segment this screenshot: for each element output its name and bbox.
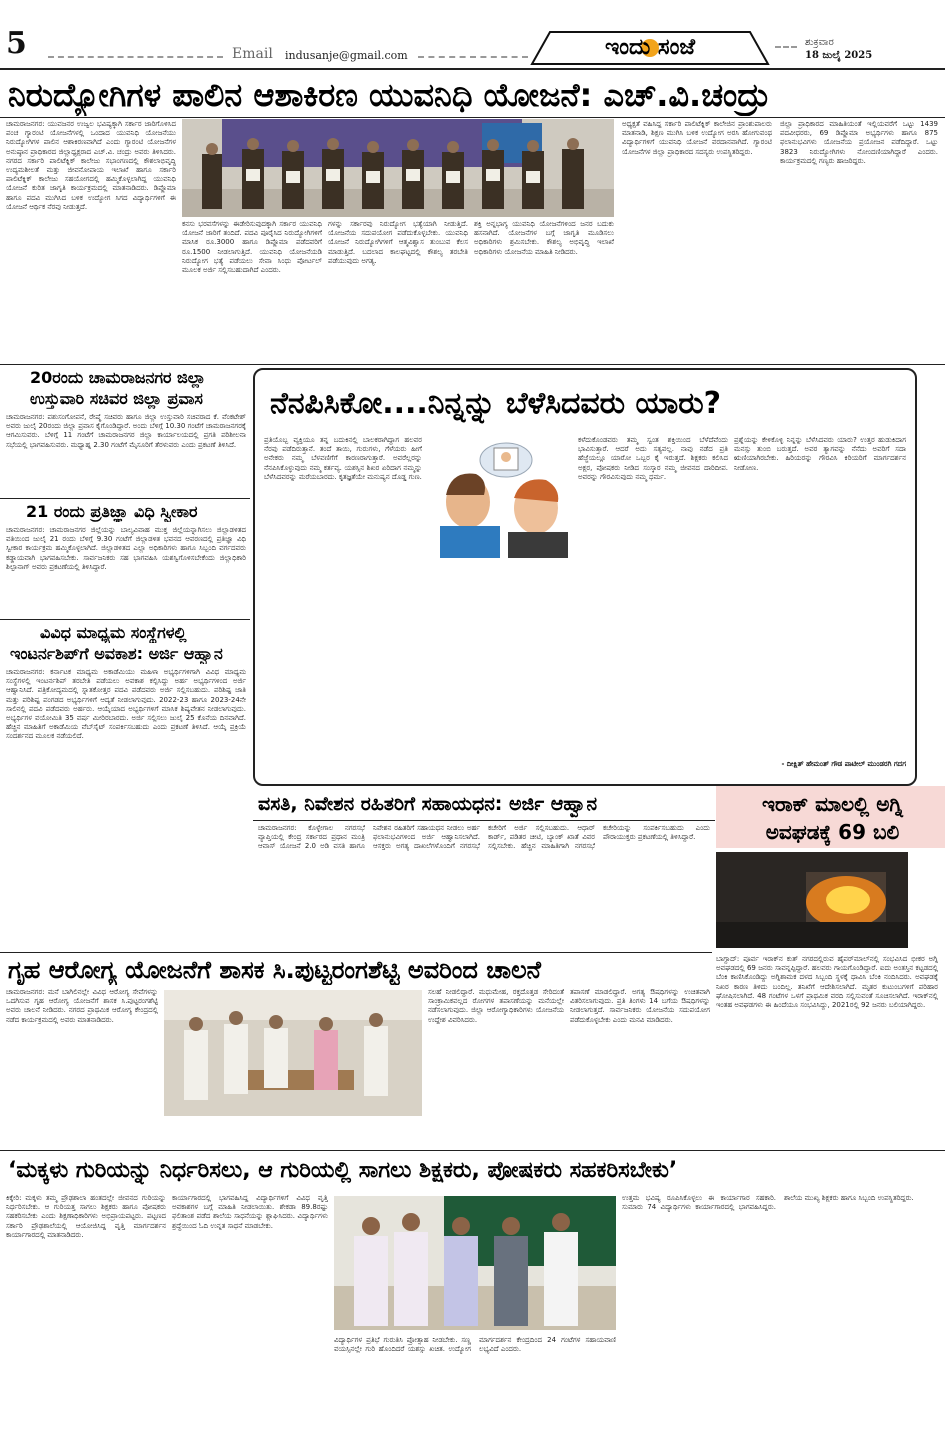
a4-body: ಚಾಮರಾಜನಗರ: ಕರ್ನಾಟಕ ಮಾಧ್ಯಮ ಅಕಾಡೆಮಿಯು ಮಹಿಳಾ ಅಭ್ಯರ್ಥಿಗಳಿಗಾಗಿ ವಿವಿಧ ಮಾಧ್ಯಮ ಸಂಸ್ಥೆಗಳಲ್ಲಿ ಇಂಟರ್ನಶಿಪ್ ತರಬೇತಿ ಪಡೆಯಲು ಅವಕಾಶ ಕಲ್ಪಿಸಿದ್ದು ಅರ್ಹ ಅಭ್ಯರ್ಥಿಗಳಿಂದ ಅರ್ಜಿ ಆಹ್ವಾನಿಸಿದೆ. ಪತ್ರಿಕೋದ್ಯಮದಲ್ಲಿ ಸ್ನಾತಕೋತ್ತರ ಪದವಿ ಪಡೆದವರು ಅರ್ಜಿ ಸಲ್ಲಿಸಬಹುದು. ಪರಿಶಿಷ್ಟ ಜಾತಿ ಮತ್ತು ಪರಿಶಿಷ್ಟ ಪಂಗಡದ ಅಭ್ಯರ್ಥಿಗಳಿಗೆ ಆದ್ಯತೆ ನೀಡಲಾಗುವುದು. 2022-23 ಹಾಗೂ 2023-24ನೇ ಸಾಲಿನಲ್ಲಿ ಪದವಿ ಪಡೆದವರು ಅರ್ಹರು. ಆಯ್ಕೆಯಾದ ಅಭ್ಯರ್ಥಿಗಳಿಗೆ ಮಾಸಿಕ ಶಿಷ್ಯವೇತನ ನೀಡಲಾಗುವುದು. ಅಭ್ಯರ್ಥಿಗಳ ವಯೋಮಿತಿ 35 ವರ್ಷ ಮೀರಿರಬಾರದು. ಅರ್ಜಿ ಸಲ್ಲಿಸಲು ಜುಲೈ 25 ಕೊನೆಯ ದಿನವಾಗಿದೆ. ಹೆಚ್ಚಿನ ಮಾಹಿತಿಗೆ ಅಕಾಡೆಮಿಯ ವೆಬ್‌ಸೈಟ್ ಸಂಪರ್ಕಿಸಬಹುದು ಎಂದು ಪ್ರಕಟಣೆ ತಿಳಿಸಿದೆ. ಆಯ್ಕೆ ಪ್ರಕ್ರಿಯೆ ಸಂದರ್ಶನದ ಮೂಲಕ ನಡೆಯಲಿದೆ. (6, 668, 246, 741)
a2-headline-line1: 20ರಂದು ಚಾಮರಾಜನಗರ ಜಿಲ್ಲಾ (30, 368, 206, 387)
a1-col1: ಚಾಮರಾಜನಗರ: ಯುವಜನರ ಉಜ್ವಲ ಭವಿಷ್ಯಕ್ಕಾಗಿ ಸರ್ಕಾರ ಜಾರಿಗೊಳಿಸಿದ ಪಂಚ ಗ್ಯಾರಂಟಿ ಯೋಜನೆಗಳಲ್ಲಿ ಒಂದಾದ ಯುವನಿಧಿ ಯೋಜನೆಯು ನಿರುದ್ಯೋಗಿಗಳ ಪಾಲಿನ ಆಶಾಕಿರಣವಾಗಿದೆ ಎಂದು ಗ್ಯಾರಂಟಿ ಯೋಜನೆಗಳ ಅನುಷ್ಠಾನ ಪ್ರಾಧಿಕಾರದ ಜಿಲ್ಲಾಧ್ಯಕ್ಷರಾದ ಎಚ್.ವಿ. ಚಂದ್ರು ಅವರು ತಿಳಿಸಿದರು. ನಗರದ ಸರ್ಕಾರಿ ಪಾಲಿಟೆಕ್ನಿಕ್ ಕಾಲೇಜು ಸಭಾಂಗಣದಲ್ಲಿ ಕೌಶಲಾಭಿವೃದ್ಧಿ ಉದ್ಯಮಶೀಲತೆ ಮತ್ತು ಜೀವನೋಪಾಯ ಇಲಾಖೆ ಹಾಗೂ ಸರ್ಕಾರಿ ಪಾಲಿಟೆಕ್ನಿಕ್ ಕಾಲೇಜು ಸಹಯೋಗದಲ್ಲಿ ಹಮ್ಮಿಕೊಳ್ಳಲಾಗಿದ್ದ ಯುವನಿಧಿ ಯೋಜನೆ ಕುರಿತ ಜಾಗೃತಿ ಕಾರ್ಯಕ್ರಮದಲ್ಲಿ ಮಾತನಾಡಿದರು. ಡಿಪ್ಲೊಮಾ ಹಾಗೂ ಪದವಿ ಮುಗಿಸಿದ ಬಳಿಕ ಉದ್ಯೋಗ ಸಿಗದ ವಿದ್ಯಾರ್ಥಿಗಳಿಗೆ ಈ ಯೋಜನೆ ಆರ್ಥಿಕ ನೆರವು ನೀಡುತ್ತದೆ. (6, 120, 176, 211)
masthead-dashes-right (418, 56, 528, 58)
a8-photo (164, 990, 422, 1116)
a1-rule (0, 117, 945, 118)
issue-date (805, 36, 872, 62)
masthead-dashes-far (775, 46, 797, 48)
a3-body: ಚಾಮರಾಜನಗರ: ಚಾಮರಾಜನಗರ ಜಿಲ್ಲೆಯನ್ನು ಬಾಲ್ಯವಿವಾಹ ಮುಕ್ತ ಜಿಲ್ಲೆಯನ್ನಾಗಿಸಲು ಜಿಲ್ಲಾಡಳಿತದ ವತಿಯಿಂದ ಜುಲೈ 21 ರಂದು ಬೆಳಿಗ್ಗೆ 9.30 ಗಂಟೆಗೆ ಜಿಲ್ಲಾಡಳಿತ ಭವನದ ಆವರಣದಲ್ಲಿ ಪ್ರತಿಜ್ಞಾ ವಿಧಿ ಸ್ವೀಕಾರ ಕಾರ್ಯಕ್ರಮ ಹಮ್ಮಿಕೊಳ್ಳಲಾಗಿದೆ. ಜಿಲ್ಲಾಡಳಿತದ ಎಲ್ಲಾ ಅಧಿಕಾರಿಗಳು ಹಾಗೂ ಸಿಬ್ಬಂದಿ ವರ್ಗದವರು ಕಡ್ಡಾಯವಾಗಿ ಭಾಗವಹಿಸಬೇಕು. ಸಾರ್ವಜನಿಕರು ಸಹ ಭಾಗವಹಿಸಿ ಯಶಸ್ವಿಗೊಳಿಸಬೇಕೆಂದು ಜಿಲ್ಲಾಧಿಕಾರಿ ಶಿಲ್ಪಾನಾಗ್ ಅವರು ಪ್ರಕಟಣೆಯಲ್ಲಿ ತಿಳಿಸಿದ್ದಾರೆ. (6, 526, 246, 571)
logo-text: ಇಂದು ಸಂಜೆ (604, 35, 695, 60)
a9-school-event-icon (334, 1196, 616, 1330)
a3-headline: 21 ರಂದು ಪ್ರತಿಜ್ಞಾ ವಿಧಿ ಸ್ವೀಕಾರ (26, 502, 198, 521)
a5-headline: ನೆನಪಿಸಿಕೋ....ನಿನ್ನನ್ನು ಬೆಳೆಸಿದವರು ಯಾರು? (270, 386, 722, 421)
a5-col2: ಕಳೆದುಕೊಂಡವರು ತಮ್ಮ ಸ್ವಂತ ಶಕ್ತಿಯಿಂದ ಬೆಳೆದೆವೆಂದು ಭಾವಿಸುತ್ತಾರೆ. ಆದರೆ ಅದು ಸತ್ಯವಲ್ಲ. ನಾವು ನಡೆದ ಪ್ರತಿ ಹೆಜ್ಜೆಯಲ್ಲೂ ಯಾರೋ ಒಬ್ಬರ ಕೈ ಇರುತ್ತದೆ. ಶಿಕ್ಷಕರು ಕಲಿಸಿದ ಅಕ್ಷರ, ಪೋಷಕರು ನೀಡಿದ ಸಂಸ್ಕಾರ ನಮ್ಮ ಜೀವನದ ದಾರಿದೀಪ. ಅವರನ್ನು ಗೌರವಿಸುವುದು ನಮ್ಮ ಧರ್ಮ. (578, 436, 728, 481)
a9-headline: ‘ಮಕ್ಕಳು ಗುರಿಯನ್ನು ನಿರ್ಧರಿಸಲು, ಆ ಗುರಿಯಲ್ಲಿ ಸಾಗಲು ಶಿಕ್ಷಕರು, ಪೋಷಕರು ಸಹಕರಿಸಬೇಕು’ (8, 1158, 678, 1183)
a7-fire-icon (716, 852, 908, 948)
a9-col2: ಕಾರ್ಯಾಗಾರದಲ್ಲಿ ಭಾಗವಹಿಸಿದ್ದ ವಿದ್ಯಾರ್ಥಿಗಳಿಗೆ ವಿವಿಧ ವೃತ್ತಿ ಅವಕಾಶಗಳ ಬಗ್ಗೆ ಮಾಹಿತಿ ನೀಡಲಾಯಿತು. ಶೇಕಡಾ 89.8ರಷ್ಟು ಫಲಿತಾಂಶ ಪಡೆದ ಶಾಲೆಯ ಸಾಧನೆಯನ್ನು ಶ್ಲಾಘಿಸಿದರು. ವಿದ್ಯಾರ್ಥಿಗಳು ಶ್ರದ್ಧೆಯಿಂದ ಓದಿ ಉನ್ನತ ಸಾಧನೆ ಮಾಡಬೇಕು. (172, 1194, 328, 1230)
a6-rule (253, 820, 715, 821)
page-number: 5 (6, 26, 27, 61)
a5-byline: - ದೀಕ್ಷಿತ್ ಹೇಮಂತ್ ಗೌಡ ಪಾಟೀಲ್ ಮುಂಡರಗಿ ಗದಗ (781, 760, 906, 768)
a6-headline: ವಸತಿ, ನಿವೇಶನ ರಹಿತರಿಗೆ ಸಹಾಯಧನ: ಅರ್ಜಿ ಆಹ್ವಾನ (258, 793, 598, 815)
a5-illustration (426, 440, 576, 558)
a8-headline: ಗೃಹ ಆರೋಗ್ಯ ಯೋಜನೆಗೆ ಶಾಸಕ ಸಿ.ಪುಟ್ಟರಂಗಶೆಟ್ಟಿ ಅವರಿಂದ ಚಾಲನೆ (8, 956, 541, 984)
a4-headline-line1: ವಿವಿಧ ಮಾಧ್ಯಮ ಸಂಸ್ಥೆಗಳಲ್ಲಿ (40, 623, 187, 642)
issue-date-value: 18 ಜುಲೈ 2025 (805, 50, 873, 61)
a1-photo-scene-icon (182, 119, 614, 217)
a4-headline-line2: ಇಂಟರ್ನಶಿಪ್‌ಗೆ ಅವಕಾಶ: ಅರ್ಜಿ ಆಹ್ವಾನ (10, 644, 223, 663)
a5-two-people-icon (426, 440, 576, 558)
a1-col3: ಗಳನ್ನು ಸರ್ಕಾರವು ನಿರುದ್ಯೋಗ ಭತ್ಯೆಯಾಗಿ ನೀಡುತ್ತಿದೆ. ಯೋಜನೆಯ ಸದುಪಯೋಗ ಪಡೆದುಕೊಳ್ಳಬೇಕು. ಯುವನಿಧಿ ಯೋಜನೆ ನಿರುದ್ಯೋಗಿಗಳಿಗೆ ಆತ್ಮವಿಶ್ವಾಸ ತುಂಬುವ ಕೆಲಸ ಮಾಡುತ್ತಿದೆ. ಬದಲಾದ ಕಾಲಘಟ್ಟದಲ್ಲಿ ಕೌಶಲ್ಯ ತರಬೇತಿ ಪಡೆಯುವುದು ಅಗತ್ಯ. (328, 220, 468, 265)
a2-body: ಚಾಮರಾಜನಗರ: ಪಶುಸಂಗೋಪನೆ, ರೇಷ್ಮೆ ಸಚಿವರು ಹಾಗೂ ಜಿಲ್ಲಾ ಉಸ್ತುವಾರಿ ಸಚಿವರಾದ ಕೆ. ವೆಂಕಟೇಶ್ ಅವರು ಜುಲೈ 20ರಂದು ಜಿಲ್ಲಾ ಪ್ರವಾಸ ಕೈಗೊಂಡಿದ್ದಾರೆ. ಅಂದು ಬೆಳಿಗ್ಗೆ 10.30 ಗಂಟೆಗೆ ಚಾಮರಾಜನಗರಕ್ಕೆ ಆಗಮಿಸುವರು. ಬೆಳಿಗ್ಗೆ 11 ಗಂಟೆಗೆ ಚಾಮರಾಜನಗರ ಜಿಲ್ಲಾ ಕಾರ್ಯಾಲಯದಲ್ಲಿ ಪ್ರಗತಿ ಪರಿಶೀಲನಾ ಸಭೆಯಲ್ಲಿ ಭಾಗವಹಿಸುವರು. ಮಧ್ಯಾಹ್ನ 2.30 ಗಂಟೆಗೆ ಮೈಸೂರಿಗೆ ತೆರಳುವರು ಎಂದು ಪ್ರಕಟಣೆ ತಿಳಿಸಿದೆ. (6, 413, 246, 449)
a1-col6: ಜಿಲ್ಲಾ ಪ್ರಾಧಿಕಾರದ ಮಾಹಿತಿಯಂತೆ ಇಲ್ಲಿಯವರೆಗೆ ಒಟ್ಟು 1439 ಪದವೀಧರರು, 69 ಡಿಪ್ಲೊಮಾ ಅಭ್ಯರ್ಥಿಗಳು ಹಾಗೂ 875 ಫಲಾನುಭವಿಗಳು ಯೋಜನೆಯ ಪ್ರಯೋಜನ ಪಡೆದಿದ್ದಾರೆ. ಒಟ್ಟು 3823 ನಿರುದ್ಯೋಗಿಗಳು ನೋಂದಣಿಯಾಗಿದ್ದಾರೆ ಎಂದರು. ಕಾರ್ಯಕ್ರಮದಲ್ಲಿ ಗಣ್ಯರು ಹಾಜರಿದ್ದರು. (780, 120, 938, 165)
a3-rule (0, 619, 250, 620)
a8-col1: ಚಾಮರಾಜನಗರ: ಮನೆ ಬಾಗಿಲಿನಲ್ಲೇ ವಿವಿಧ ಆರೋಗ್ಯ ಸೇವೆಗಳನ್ನು ಒದಗಿಸುವ ಗೃಹ ಆರೋಗ್ಯ ಯೋಜನೆಗೆ ಶಾಸಕ ಸಿ.ಪುಟ್ಟರಂಗಶೆಟ್ಟಿ ಅವರು ಚಾಲನೆ ನೀಡಿದರು. ನಗರದ ಪ್ರಾಥಮಿಕ ಆರೋಗ್ಯ ಕೇಂದ್ರದಲ್ಲಿ ನಡೆದ ಕಾರ್ಯಕ್ರಮದಲ್ಲಿ ಅವರು ಮಾತನಾಡಿದರು. (6, 988, 158, 1024)
a1-col4: ಶಕ್ತಿ ಅನ್ನಭಾಗ್ಯ ಯುವನಿಧಿ ಯೋಜನೆಗಳಿಂದ ಜನರ ಬದುಕು ಹಸನಾಗಿದೆ. ಯೋಜನೆಗಳ ಬಗ್ಗೆ ಜಾಗೃತಿ ಮೂಡಿಸಲು ಅಧಿಕಾರಿಗಳು ಶ್ರಮಿಸಬೇಕು. ಕೌಶಲ್ಯ ಅಭಿವೃದ್ಧಿ ಇಲಾಖೆ ಅಧಿಕಾರಿಗಳು ಯೋಜನೆಯ ಮಾಹಿತಿ ನೀಡಿದರು. (474, 220, 614, 256)
a9-col1: ಕಿಕ್ಕೇರಿ: ಮಕ್ಕಳು ತಮ್ಮ ಪ್ರೌಢಶಾಲಾ ಹಂತದಲ್ಲೇ ಜೀವನದ ಗುರಿಯನ್ನು ನಿರ್ಧರಿಸಬೇಕು. ಆ ಗುರಿಯತ್ತ ಸಾಗಲು ಶಿಕ್ಷಕರು ಹಾಗೂ ಪೋಷಕರು ಸಹಕರಿಸಬೇಕು ಎಂದು ಶಿಕ್ಷಣಾಧಿಕಾರಿಗಳು ಅಭಿಪ್ರಾಯಪಟ್ಟರು. ಪಟ್ಟಣದ ಸರ್ಕಾರಿ ಪ್ರೌಢಶಾಲೆಯಲ್ಲಿ ಆಯೋಜಿಸಿದ್ದ ವೃತ್ತಿ ಮಾರ್ಗದರ್ಶನ ಕಾರ್ಯಾಗಾರದಲ್ಲಿ ಮಾತನಾಡಿದರು. (6, 1194, 166, 1239)
a1-col5: ಅಧ್ಯಕ್ಷತೆ ವಹಿಸಿದ್ದ ಸರ್ಕಾರಿ ಪಾಲಿಟೆಕ್ನಿಕ್ ಕಾಲೇಜಿನ ಪ್ರಾಂಶುಪಾಲರು ಮಾತನಾಡಿ, ಶಿಕ್ಷಣ ಮುಗಿಸಿ ಬಳಿಕ ಉದ್ಯೋಗ ಅರಸಿ ಹೋಗುವಂಥ ವಿದ್ಯಾರ್ಥಿಗಳಿಗೆ ಯುವನಿಧಿ ಯೋಜನೆ ವರದಾನವಾಗಿದೆ. ಗ್ಯಾರಂಟಿ ಯೋಜನೆಗಳ ಜಿಲ್ಲಾ ಪ್ರಾಧಿಕಾರದ ಸದಸ್ಯರು ಉಪಸ್ಥಿತರಿದ್ದರು. (622, 120, 772, 156)
a9-col3: ವಿದ್ಯಾರ್ಥಿಗಳ ಪ್ರತಿಭೆ ಗುರುತಿಸಿ ಪ್ರೋತ್ಸಾಹ ನೀಡಬೇಕು. ಸಣ್ಣ ವಯಸ್ಸಿನಲ್ಲೇ ಗುರಿ ಹೊಂದಿದರೆ ಯಶಸ್ಸು ಖಚಿತ. ಉದ್ಯೋಗ ಮಾರ್ಗದರ್ಶನ ಕೇಂದ್ರದಿಂದ 24 ಗಂಟೆಗಳ ಸಹಾಯವಾಣಿ ಲಭ್ಯವಿದೆ ಎಂದರು. (334, 1336, 616, 1354)
a2-headline-line2: ಉಸ್ತುವಾರಿ ಸಚಿವರ ಜಿಲ್ಲಾ ಪ್ರವಾಸ (30, 389, 203, 408)
masthead-rule (0, 68, 945, 70)
a8-health-event-icon (164, 990, 422, 1116)
a7-headline-line1: ಇರಾಕ್ ಮಾಲಲ್ಲಿ ಅಗ್ನಿ (761, 792, 904, 816)
email-address[interactable]: indusanje@gmail.com (285, 49, 408, 62)
a5-col3: ಪ್ರಶ್ನೆಯನ್ನು ಕೇಳಿಕೊಳ್ಳಿ ನಿನ್ನನ್ನು ಬೆಳೆಸಿದವರು ಯಾರು? ಉತ್ತರ ಹುಡುಕಿದಾಗ ಮನಸ್ಸು ತುಂಬಿ ಬರುತ್ತದೆ. ಅವರ ತ್ಯಾಗವನ್ನು ನೆನೆದು ಅವರಿಗೆ ಸದಾ ಋಣಿಯಾಗಿರಬೇಕು. ಹಿರಿಯರನ್ನು ಗೌರವಿಸಿ ಕಿರಿಯರಿಗೆ ಮಾರ್ಗದರ್ಶನ ನೀಡೋಣ. (734, 436, 906, 472)
a1-photo (182, 119, 614, 217)
a6-body: ಚಾಮರಾಜನಗರ: ಕೊಳ್ಳೇಗಾಲ ನಗರಸಭೆ ವ್ಯಾಪ್ತಿಯಲ್ಲಿ ಕೇಂದ್ರ ಸರ್ಕಾರದ ಪ್ರಧಾನ ಮಂತ್ರಿ ಆವಾಸ್ ಯೋಜನೆ 2.0 ಅಡಿ ವಸತಿ ಹಾಗೂ ನಿವೇಶನ ರಹಿತರಿಗೆ ಸಹಾಯಧನ ನೀಡಲು ಅರ್ಹ ಫಲಾನುಭವಿಗಳಿಂದ ಅರ್ಜಿ ಆಹ್ವಾನಿಸಲಾಗಿದೆ. ಆಸಕ್ತರು ಅಗತ್ಯ ದಾಖಲೆಗಳೊಂದಿಗೆ ನಗರಸಭೆ ಕಚೇರಿಗೆ ಅರ್ಜಿ ಸಲ್ಲಿಸಬಹುದು. ಆಧಾರ್ ಕಾರ್ಡ್, ಪಡಿತರ ಚೀಟಿ, ಬ್ಯಾಂಕ್ ಖಾತೆ ವಿವರ ಸಲ್ಲಿಸಬೇಕು. ಹೆಚ್ಚಿನ ಮಾಹಿತಿಗಾಗಿ ನಗರಸಭೆ ಕಚೇರಿಯನ್ನು ಸಂಪರ್ಕಿಸಬಹುದು ಎಂದು ಪೌರಾಯುಕ್ತರು ಪ್ರಕಟಣೆಯಲ್ಲಿ ತಿಳಿಸಿದ್ದಾರೆ. (258, 824, 710, 851)
masthead-dashes (48, 56, 223, 58)
newspaper-logo (530, 30, 770, 66)
email-label: Email (232, 46, 273, 62)
a8-col2: ಸಲಹೆ ನೀಡಲಿದ್ದಾರೆ. ಮಧುಮೇಹ, ರಕ್ತದೊತ್ತಡ ಸೇರಿದಂತೆ ಸಾಂಕ್ರಾಮಿಕವಲ್ಲದ ರೋಗಗಳ ತಪಾಸಣೆಯನ್ನು ಮನೆಯಲ್ಲೇ ನಡೆಸಲಾಗುವುದು. ಜಿಲ್ಲಾ ಆರೋಗ್ಯಾಧಿಕಾರಿಗಳು ಯೋಜನೆಯ ಉದ್ದೇಶ ವಿವರಿಸಿದರು. (428, 988, 564, 1024)
a1-bottom-rule (0, 364, 945, 365)
a7-headline-line2: ಅವಘಡಕ್ಕೆ 69 ಬಲಿ (765, 820, 900, 844)
a7-fire-photo (716, 852, 908, 948)
a9-photo (334, 1196, 616, 1330)
a1-headline: ನಿರುದ್ಯೋಗಿಗಳ ಪಾಲಿನ ಆಶಾಕಿರಣ ಯುವನಿಧಿ ಯೋಜನೆ: ಎಚ್.ವಿ.ಚಂದ್ರು (8, 76, 770, 114)
issue-day: ಶುಕ್ರವಾರ (805, 37, 834, 48)
a9-col4: ಉತ್ತಮ ಭವಿಷ್ಯ ರೂಪಿಸಿಕೊಳ್ಳಲು ಈ ಕಾರ್ಯಾಗಾರ ಸಹಕಾರಿ. ಸುಮಾರು 74 ವಿದ್ಯಾರ್ಥಿಗಳು ಕಾರ್ಯಾಗಾರದಲ್ಲಿ ಭಾಗವಹಿಸಿದ್ದರು. ಶಾಲೆಯ ಮುಖ್ಯ ಶಿಕ್ಷಕರು ಹಾಗೂ ಸಿಬ್ಬಂದಿ ಉಪಸ್ಥಿತರಿದ್ದರು. (622, 1194, 914, 1212)
a8-top-rule (0, 952, 712, 953)
a8-col3: ತಪಾಸಣೆ ಮಾಡಲಿದ್ದಾರೆ. ಅಗತ್ಯ ಔಷಧಿಗಳನ್ನು ಉಚಿತವಾಗಿ ವಿತರಿಸಲಾಗುವುದು. ಪ್ರತಿ ತಿಂಗಳು 14 ಬಗೆಯ ಔಷಧಿಗಳನ್ನು ನೀಡಲಾಗುತ್ತದೆ. ಸಾರ್ವಜನಿಕರು ಯೋಜನೆಯ ಸದುಪಯೋಗ ಪಡೆದುಕೊಳ್ಳಬೇಕು ಎಂದು ಮನವಿ ಮಾಡಿದರು. (570, 988, 710, 1024)
a2-rule (0, 498, 250, 499)
a1-col2: ಕನಸು ಭರವಸೆಗಳನ್ನು ಈಡೇರಿಸುವುದಕ್ಕಾಗಿ ಸರ್ಕಾರ ಯುವನಿಧಿ ಯೋಜನೆ ಜಾರಿಗೆ ತಂದಿದೆ. ಪದವಿ ಪೂರೈಸಿದ ನಿರುದ್ಯೋಗಿಗಳಿಗೆ ಮಾಸಿಕ ರೂ.3000 ಹಾಗೂ ಡಿಪ್ಲೊಮಾ ಪಡೆದವರಿಗೆ ರೂ.1500 ನೀಡಲಾಗುತ್ತಿದೆ. ಯುವನಿಧಿ ಯೋಜನೆಯಡಿ ನಿರುದ್ಯೋಗ ಭತ್ಯೆ ಪಡೆಯಲು ಸೇವಾ ಸಿಂಧು ಪೋರ್ಟಲ್ ಮೂಲಕ ಅರ್ಜಿ ಸಲ್ಲಿಸಬಹುದಾಗಿದೆ ಎಂದರು. (182, 220, 322, 275)
a5-col1: ಪ್ರತಿಯೊಬ್ಬ ವ್ಯಕ್ತಿಯೂ ತನ್ನ ಬದುಕಿನಲ್ಲಿ ಬಾಲಕರಾಗಿದ್ದಾಗ ಹಲವರ ನೆರವು ಪಡೆದಿರುತ್ತಾನೆ. ತಂದೆ ತಾಯಿ, ಗುರುಗಳು, ಗೆಳೆಯರು ಹೀಗೆ ಅನೇಕರು ನಮ್ಮ ಬೆಳವಣಿಗೆಗೆ ಕಾರಣರಾಗುತ್ತಾರೆ. ಅವರೆಲ್ಲರನ್ನು ನೆನಪಿಸಿಕೊಳ್ಳುವುದು ನಮ್ಮ ಕರ್ತವ್ಯ. ಯಶಸ್ಸಿನ ಶಿಖರ ಏರಿದಾಗ ನಮ್ಮನ್ನು ಬೆಳೆಸಿದವರನ್ನು ಮರೆಯಬಾರದು. ಕೃತಜ್ಞತೆಯೇ ಮನುಷ್ಯನ ದೊಡ್ಡ ಗುಣ. (264, 436, 422, 481)
a7-body: ಬಾಗ್ದಾದ್: ಪೂರ್ವ ಇರಾಕ್‌ನ ಕುತ್‌ ನಗರದಲ್ಲಿರುವ ಹೈಪರ್‌ಮಾಲ್‌ನಲ್ಲಿ ಸಂಭವಿಸಿದ ಭೀಕರ ಅಗ್ನಿ ಅವಘಡದಲ್ಲಿ 69 ಜನರು ಸಾವನ್ನಪ್ಪಿದ್ದಾರೆ. ಹಲವರು ಗಾಯಗೊಂಡಿದ್ದಾರೆ. ಐದು ಅಂತಸ್ತಿನ ಕಟ್ಟಡದಲ್ಲಿ ಬೆಂಕಿ ಕಾಣಿಸಿಕೊಂಡಿದ್ದು ಅಗ್ನಿಶಾಮಕ ದಳದ ಸಿಬ್ಬಂದಿ ಸ್ಥಳಕ್ಕೆ ಧಾವಿಸಿ ಬೆಂಕಿ ನಂದಿಸಿದರು. ಅವಘಡಕ್ಕೆ ನಿಖರ ಕಾರಣ ತಿಳಿದು ಬಂದಿಲ್ಲ. ತನಿಖೆಗೆ ಆದೇಶಿಸಲಾಗಿದೆ. ಮೃತರ ಕುಟುಂಬಗಳಿಗೆ ಪರಿಹಾರ ಘೋಷಿಸಲಾಗಿದೆ. 48 ಗಂಟೆಗಳ ಒಳಗೆ ಪ್ರಾಥಮಿಕ ವರದಿ ಸಲ್ಲಿಸುವಂತೆ ಸೂಚಿಸಲಾಗಿದೆ. ಇರಾಕ್‌ನಲ್ಲಿ ಇಂತಹ ಅವಘಡಗಳು ಈ ಹಿಂದೆಯೂ ಸಂಭವಿಸಿದ್ದು, 2021ರಲ್ಲಿ 92 ಜನರು ಬಲಿಯಾಗಿದ್ದರು. (716, 955, 938, 1010)
a8-bottom-rule (0, 1150, 945, 1151)
